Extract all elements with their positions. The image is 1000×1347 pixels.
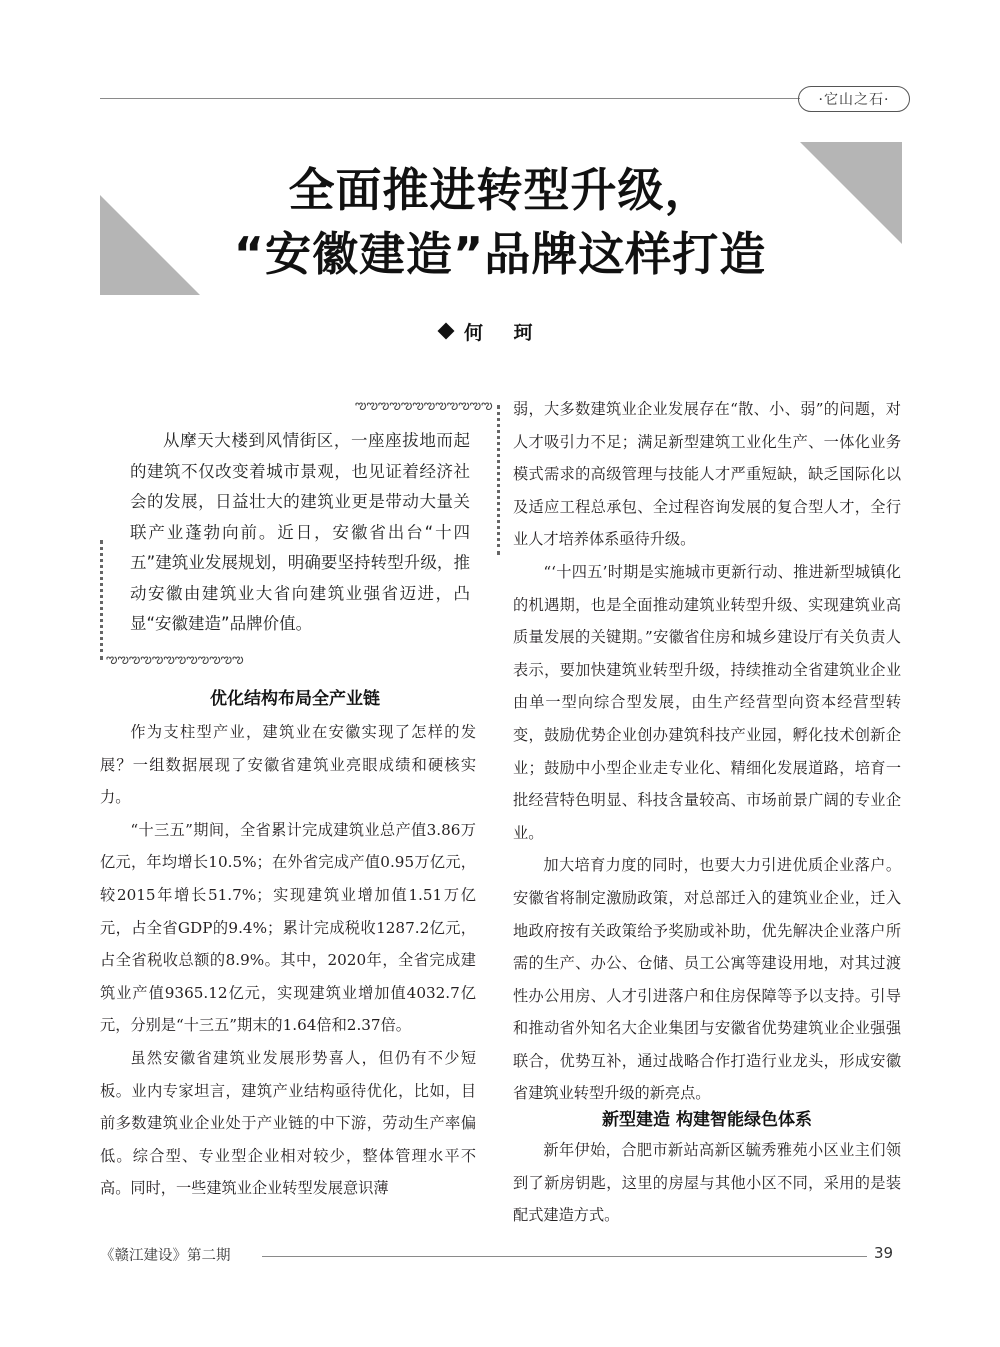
section-heading-1: 优化结构布局全产业链	[210, 689, 380, 709]
paragraph: “‘十四五’时期是实施城市更新行动、推进新型城镇化的机遇期，也是全面推动建筑业转型升级、实现建筑业高质量发展的关键期。”安徽省住房和城乡建设厅有关负责人表示，要加快建筑业转型升级，持续推动全省建筑业企业由单一型向综合型发展，由生产经营型向资本经营型转变，鼓励优势企业创办建筑科技产业园，孵化技术创新企业；鼓励中小型企业走专业化、精细化发展道路，培育一批经营特色明显、科技含量较高、市场前景广阔的专业企业。	[513, 562, 901, 842]
paragraph: 作为支柱型产业，建筑业在安徽实现了怎样的发展？一组数据展现了安徽省建筑业亮眼成绩和硬核实力。	[100, 723, 476, 807]
title-line-2: “安徽建造”品牌这样打造	[233, 227, 767, 281]
author-name: 何 珂	[464, 322, 545, 344]
paragraph: 虽然安徽省建筑业发展形势喜人，但仍有不少短板。业内专家坦言，建筑产业结构亟待优化，比如，目前多数建筑业企业处于产业链的中下游，劳动生产率偏低。综合型、专业型企业相对较少，整体管理水平不高。同时，一些建筑业企业转型发展意识薄	[100, 1048, 476, 1198]
header-rule	[100, 98, 800, 99]
title-line-1: 全面推进转型升级，	[288, 163, 712, 217]
paragraph: “十三五”期间，全省累计完成建筑业总产值3.86万亿元，年均增长10.5%；在外省完成产值0.95万亿元，较2015年增长51.7%；实现建筑业增加值1.51万亿元，占全省GDP的9.4%；累计完成税收1287.2亿元，占全省税收总额的8.9%。其中，2020年，全省完成建筑业产值9365.12亿元，实现建筑业增加值4032.7亿元，分别是“十三五”期末的1.64倍和2.37倍。	[100, 820, 476, 1035]
left-column	[100, 716, 476, 1205]
section-heading-2: 新型建造 构建智能绿色体系	[602, 1110, 812, 1130]
ornament-border-top: ఌఌఌఌఌఌఌఌఌఌఌఌ	[355, 398, 493, 413]
paragraph: 弱，大多数建筑业企业发展存在“散、小、弱”的问题，对人才吸引力不足；满足新型建筑工业化生产、一体化业务模式需求的高级管理与技能人才严重短缺，缺乏国际化以及适应工程总承包、全过程咨询发展的复合型人才，全行业人才培养体系亟待升级。	[513, 400, 901, 549]
ornament-border-left	[100, 540, 113, 660]
decorative-triangle-left	[100, 195, 200, 295]
diamond-bullet-icon	[438, 323, 455, 340]
paragraph: 加大培育力度的同时，也要大力引进优质企业落户。安徽省将制定激励政策，对总部迁入的建筑业企业，迁入地政府按有关政策给予奖励或补助，优先解决企业落户所需的生产、办公、仓储、员工公寓等建设用地，对其过渡性办公用房、人才引进落户和住房保障等予以支持。引导和推动省外知名大企业集团与安徽省优势建筑业企业强强联合，优势互补，通过战略合作打造行业龙头，形成安徽省建筑业转型升级的新亮点。	[513, 856, 901, 1103]
footer-rule	[262, 1256, 867, 1257]
section-tag: ·它山之石·	[798, 86, 910, 112]
paragraph: 新年伊始，合肥市新站高新区毓秀雅苑小区业主们领到了新房钥匙，这里的房屋与其他小区不同，采用的是装配式建造方式。	[513, 1141, 901, 1225]
ornament-border-right	[487, 405, 500, 555]
author-byline	[440, 318, 590, 345]
decorative-triangle-right	[800, 142, 902, 244]
footer-journal-name: 《赣江建设》第二期	[100, 1248, 231, 1264]
page-number: 39	[874, 1244, 894, 1262]
right-column	[513, 393, 901, 1110]
right-column-continued	[513, 1134, 901, 1232]
ornament-border-bottom: ఌఌఌఌఌఌఌఌఌఌఌఌ	[106, 652, 244, 667]
article-title	[200, 158, 800, 286]
abstract-text: 从摩天大楼到风情街区，一座座拔地而起的建筑不仅改变着城市景观，也见证着经济社会的发展，日益壮大的建筑业更是带动大量关联产业蓬勃向前。近日，安徽省出台“十四五”建筑业发展规划，明确要坚持转型升级，推动安徽由建筑业大省向建筑业强省迈进，凸显“安徽建造”品牌价值。	[130, 431, 470, 633]
